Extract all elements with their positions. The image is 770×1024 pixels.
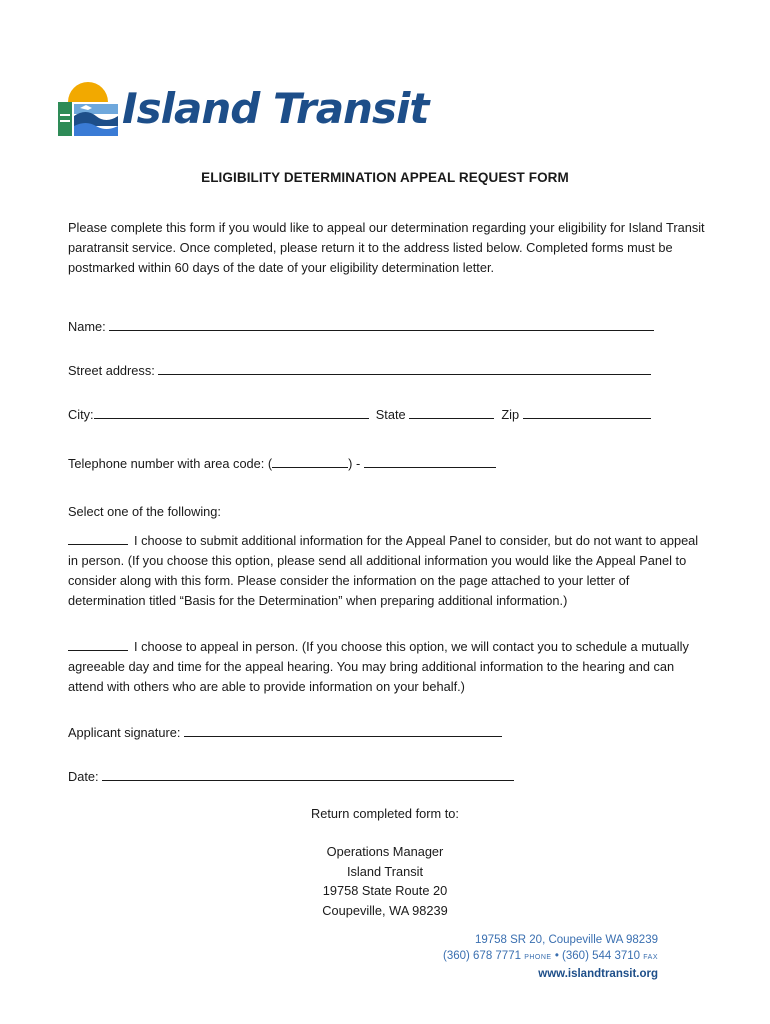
phone-field[interactable] xyxy=(68,455,496,471)
footer-contact xyxy=(443,932,658,982)
city-line[interactable] xyxy=(94,406,369,419)
footer-fax: (360) 544 3710 xyxy=(562,950,641,962)
option-1-blank[interactable] xyxy=(68,532,128,545)
logo-wordmark: Island Transit xyxy=(122,84,429,133)
street-line[interactable] xyxy=(158,362,651,375)
phone-separator: ) - xyxy=(348,456,361,471)
date-line[interactable] xyxy=(102,768,514,781)
phone-label: Telephone number with area code: ( xyxy=(68,456,273,471)
option-2-blank[interactable] xyxy=(68,638,128,651)
footer-address: 19758 SR 20, Coupeville WA 98239 xyxy=(474,934,658,946)
footer-phone-row xyxy=(443,948,658,966)
date-label: Date: xyxy=(68,769,99,784)
signature-field[interactable] xyxy=(68,724,502,740)
return-line-1: Operations Manager xyxy=(326,844,444,859)
option-2-text: I choose to appeal in person. (If you choose this option, we will contact you to schedule a mutually agreeable day and time for the appeal hearing. You may bring additional information to the hearing and can attend with others who are able to provide information on your behalf.) xyxy=(68,639,689,694)
zip-label: Zip xyxy=(501,407,520,422)
return-line-3: 19758 State Route 20 xyxy=(322,883,448,898)
city-label: City: xyxy=(68,407,94,422)
name-label: Name: xyxy=(68,319,106,334)
intro-paragraph: Please complete this form if you would like to appeal our determination regarding your eligibility for Island Transit paratransit service. Once completed, please return it to the address listed below. Completed forms must be postmarked within 60 days of the date of your eligibility determination letter. xyxy=(68,220,705,275)
option-1[interactable] xyxy=(68,531,708,611)
page-title: ELIGIBILITY DETERMINATION APPEAL REQUEST FORM xyxy=(201,170,569,185)
option-2[interactable] xyxy=(68,637,708,697)
return-line-4: Coupeville, WA 98239 xyxy=(322,902,448,918)
island-transit-logo xyxy=(56,70,429,150)
logo-emblem-icon xyxy=(56,70,120,140)
name-field[interactable] xyxy=(68,318,654,334)
signature-line[interactable] xyxy=(184,724,502,737)
zip-line[interactable] xyxy=(523,406,651,419)
date-field[interactable] xyxy=(68,768,514,784)
select-heading: Select one of the following: xyxy=(68,504,221,519)
street-label: Street address: xyxy=(68,363,155,378)
footer-fax-tag: FAX xyxy=(643,954,658,961)
state-line[interactable] xyxy=(409,406,494,419)
return-address xyxy=(0,842,770,920)
return-heading: Return completed form to: xyxy=(311,806,459,821)
area-code-line[interactable] xyxy=(272,455,348,468)
city-state-zip-row xyxy=(68,406,651,422)
phone-number-line[interactable] xyxy=(364,455,496,468)
return-line-2: Island Transit xyxy=(346,863,424,879)
footer-phone: (360) 678 7771 xyxy=(442,950,521,962)
footer-phone-tag: PHONE xyxy=(524,954,552,961)
footer-separator: • xyxy=(554,950,559,962)
footer-website-link[interactable]: www.islandtransit.org xyxy=(538,968,658,980)
state-label: State xyxy=(375,407,406,422)
street-field[interactable] xyxy=(68,362,651,378)
name-line[interactable] xyxy=(109,318,654,331)
option-1-text: I choose to submit additional information for the Appeal Panel to consider, but do not want to appeal in person. (If you choose this option, please send all additional information you would like the Appeal Panel to consider along with this form. Please consider the information on the page attached to your letter of determination titled “Basis for the Determination” when preparing additional information.) xyxy=(68,533,699,608)
signature-label: Applicant signature: xyxy=(68,725,181,740)
